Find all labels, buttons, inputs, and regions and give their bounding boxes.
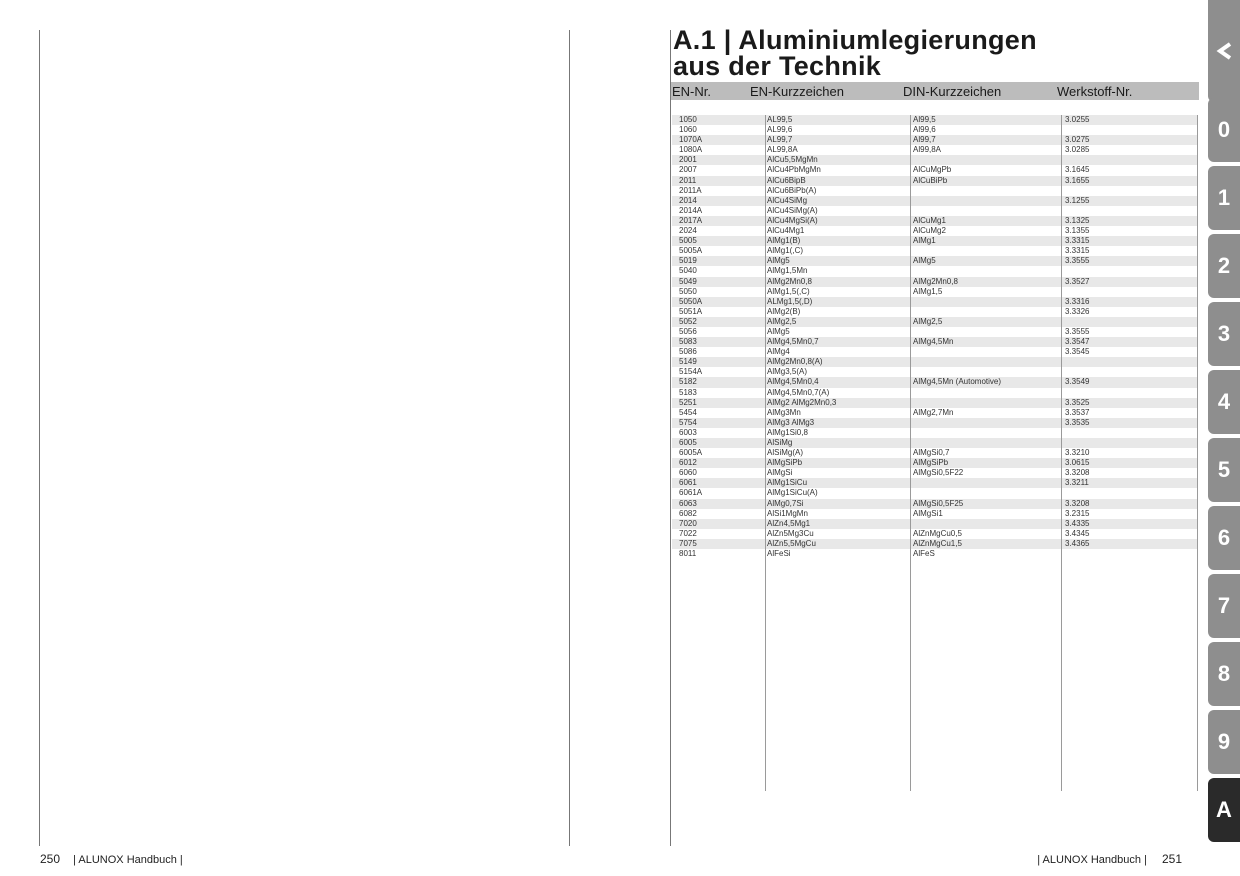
werkstoff-nr-cell: 3.1355	[1065, 226, 1090, 236]
en-kurzzeichen-cell: AlCu6BiPb(A)	[767, 185, 817, 195]
din-kurzzeichen-cell: AlZnMgCu0,5	[913, 528, 962, 538]
en-kurzzeichen-cell: AlMg3Mn	[767, 407, 801, 417]
en-nr-cell: 2014A	[679, 205, 703, 215]
en-kurzzeichen-cell: AlFeSi	[767, 549, 791, 559]
en-nr-cell: 2007	[679, 165, 697, 175]
chapter-tab-0[interactable]: 0	[1208, 98, 1240, 162]
en-nr-cell: 6061	[679, 478, 697, 488]
en-kurzzeichen-cell: AlMg2Mn0,8	[767, 276, 812, 286]
alunox-logo-icon	[1212, 39, 1236, 63]
en-kurzzeichen-cell: AL99,8A	[767, 145, 798, 155]
table-row	[672, 398, 1198, 408]
en-nr-cell: 5040	[679, 266, 697, 276]
en-kurzzeichen-cell: AlCu4Mg1	[767, 226, 805, 236]
din-kurzzeichen-cell: Al99,8A	[913, 145, 942, 155]
column-header-en-nr: EN-Nr.	[672, 84, 711, 99]
en-kurzzeichen-cell: AlSi1MgMn	[767, 508, 808, 518]
en-nr-cell: 5154A	[679, 367, 703, 377]
din-kurzzeichen-cell: Al99,7	[913, 135, 936, 145]
en-kurzzeichen-cell: AlMgSiPb	[767, 458, 803, 468]
table-row	[672, 317, 1198, 327]
en-kurzzeichen-cell: AlMg1(,C)	[767, 246, 804, 256]
en-nr-cell: 5056	[679, 326, 697, 336]
werkstoff-nr-cell: 3.3208	[1065, 468, 1090, 478]
werkstoff-nr-cell: 3.4335	[1065, 518, 1090, 528]
en-nr-cell: 1080A	[679, 145, 703, 155]
werkstoff-nr-cell: 3.1255	[1065, 195, 1090, 205]
werkstoff-nr-cell: 3.3537	[1065, 407, 1090, 417]
werkstoff-nr-cell: 3.3535	[1065, 417, 1090, 427]
en-kurzzeichen-cell: AlCu5,5MgMn	[767, 155, 818, 165]
table-row	[672, 448, 1198, 458]
table-row	[672, 125, 1198, 135]
en-nr-cell: 6061A	[679, 488, 703, 498]
table-row	[672, 155, 1198, 165]
right-footer-text: | ALUNOX Handbuch |	[1037, 854, 1147, 866]
left-page-gutter-line	[569, 30, 570, 846]
table-row	[672, 428, 1198, 438]
column-separator	[1061, 115, 1062, 791]
column-separator	[765, 115, 766, 791]
table-row	[672, 145, 1198, 155]
en-kurzzeichen-cell: AlMg2 AlMg2Mn0,3	[767, 397, 837, 407]
table-row	[672, 135, 1198, 145]
din-kurzzeichen-cell: AlFeS	[913, 549, 935, 559]
table-row	[672, 418, 1198, 428]
column-header-werkstoff-nr: Werkstoff-Nr.	[1057, 84, 1133, 99]
en-kurzzeichen-cell: AlMg2,5	[767, 316, 797, 326]
en-kurzzeichen-cell: AlMg1,5(,C)	[767, 286, 810, 296]
werkstoff-nr-cell: 3.3211	[1065, 478, 1089, 488]
table-row	[672, 347, 1198, 357]
en-kurzzeichen-cell: AL99,6	[767, 125, 793, 135]
en-nr-cell: 5183	[679, 387, 697, 397]
en-kurzzeichen-cell: AlCu6BipB	[767, 175, 806, 185]
en-nr-cell: 5050	[679, 286, 697, 296]
din-kurzzeichen-cell: AlMgSiPb	[913, 458, 949, 468]
en-kurzzeichen-cell: AlSiMg	[767, 438, 793, 447]
title-line-2: aus der Technik	[673, 51, 882, 81]
en-nr-cell: 5019	[679, 256, 697, 266]
en-kurzzeichen-cell: AlMgSi	[767, 468, 793, 478]
en-kurzzeichen-cell: AlMg4,5Mn0,7	[767, 337, 819, 347]
en-nr-cell: 5454	[679, 407, 697, 417]
chapter-tab-5[interactable]: 5	[1208, 438, 1240, 502]
werkstoff-nr-cell: 3.0615	[1065, 458, 1090, 468]
en-nr-cell: 1060	[679, 125, 697, 135]
en-kurzzeichen-cell: AlMg0,7Si	[767, 498, 804, 508]
werkstoff-nr-cell: 3.3316	[1065, 296, 1090, 306]
werkstoff-nr-cell: 3.1325	[1065, 215, 1090, 225]
din-kurzzeichen-cell: AlMg5	[913, 256, 936, 266]
werkstoff-nr-cell: 3.4345	[1065, 528, 1090, 538]
en-kurzzeichen-cell: AlMg1(B)	[767, 236, 801, 246]
werkstoff-nr-cell: 3.3326	[1065, 306, 1090, 316]
page-title	[673, 27, 1037, 79]
en-kurzzeichen-cell: AL99,5	[767, 115, 793, 124]
werkstoff-nr-cell: 3.2315	[1065, 508, 1090, 518]
werkstoff-nr-cell: 3.3549	[1065, 377, 1090, 387]
en-nr-cell: 8011	[679, 549, 697, 559]
table-row	[672, 367, 1198, 377]
left-page-footer	[40, 852, 183, 866]
en-nr-cell: 6063	[679, 498, 697, 508]
werkstoff-nr-cell: 3.1655	[1065, 175, 1090, 185]
table-row	[672, 468, 1198, 478]
en-nr-cell: 1050	[679, 115, 697, 124]
chapter-tab-3[interactable]: 3	[1208, 302, 1240, 366]
din-kurzzeichen-cell: AlMg2,5	[913, 316, 943, 326]
en-nr-cell: 2011A	[679, 185, 702, 195]
en-nr-cell: 5051A	[679, 306, 703, 316]
en-nr-cell: 5052	[679, 316, 697, 326]
table-row	[672, 277, 1198, 287]
en-nr-cell: 5005	[679, 236, 697, 246]
table-row	[672, 327, 1198, 337]
din-kurzzeichen-cell: AlMgSi0,5F25	[913, 498, 964, 508]
en-nr-cell: 5049	[679, 276, 697, 286]
table-row	[672, 408, 1198, 418]
chapter-tab-8[interactable]: 8	[1208, 642, 1240, 706]
en-nr-cell: 2024	[679, 226, 697, 236]
table-row	[672, 357, 1198, 367]
en-nr-cell: 6012	[679, 458, 697, 468]
alunox-logo	[1208, 0, 1240, 102]
column-header-en-kurzzeichen: EN-Kurzzeichen	[750, 84, 844, 99]
table-row	[672, 236, 1198, 246]
table-row	[672, 297, 1198, 307]
werkstoff-nr-cell: 3.3525	[1065, 397, 1090, 407]
chapter-tab-7[interactable]: 7	[1208, 574, 1240, 638]
table-row	[672, 509, 1198, 519]
en-kurzzeichen-cell: AlMg1,5Mn	[767, 266, 808, 276]
en-kurzzeichen-cell: AlMg2(B)	[767, 306, 801, 316]
din-kurzzeichen-cell: AlMgSi1	[913, 508, 943, 518]
table-row	[672, 539, 1198, 549]
table-row	[672, 186, 1198, 196]
werkstoff-nr-cell: 3.0275	[1065, 135, 1090, 145]
en-nr-cell: 5086	[679, 347, 697, 357]
column-separator	[1197, 115, 1198, 791]
left-footer-text: | ALUNOX Handbuch |	[73, 854, 183, 866]
table-row	[672, 216, 1198, 226]
werkstoff-nr-cell: 3.3547	[1065, 337, 1090, 347]
left-page-number: 250	[40, 852, 61, 866]
werkstoff-nr-cell: 3.3545	[1065, 347, 1090, 357]
table-row	[672, 488, 1198, 498]
din-kurzzeichen-cell: AlCuMg2	[913, 226, 946, 236]
din-kurzzeichen-cell: AlCuBiPb	[913, 175, 948, 185]
table-row	[672, 499, 1198, 509]
chapter-tab-4[interactable]: 4	[1208, 370, 1240, 434]
chapter-tab-1[interactable]: 1	[1208, 166, 1240, 230]
en-nr-cell: 7022	[679, 528, 697, 538]
en-kurzzeichen-cell: AlZn4,5Mg1	[767, 518, 811, 528]
werkstoff-nr-cell: 3.3315	[1065, 246, 1090, 256]
en-kurzzeichen-cell: AlMg5	[767, 256, 790, 266]
werkstoff-nr-cell: 3.3210	[1065, 448, 1090, 458]
en-kurzzeichen-cell: AlZn5Mg3Cu	[767, 528, 814, 538]
right-page-gutter-line	[670, 30, 671, 846]
werkstoff-nr-cell: 3.3555	[1065, 256, 1090, 266]
table-row	[672, 478, 1198, 488]
en-kurzzeichen-cell: AlMg3 AlMg3	[767, 417, 815, 427]
en-kurzzeichen-cell: AlMg2Mn0,8(A)	[767, 357, 823, 367]
en-nr-cell: 2001	[679, 155, 697, 165]
din-kurzzeichen-cell: AlCuMgPb	[913, 165, 952, 175]
table-row	[672, 529, 1198, 539]
din-kurzzeichen-cell: Al99,5	[913, 115, 936, 124]
werkstoff-nr-cell: 3.3555	[1065, 326, 1090, 336]
en-kurzzeichen-cell: AlCu4SiMg	[767, 195, 808, 205]
table-row	[672, 337, 1198, 347]
din-kurzzeichen-cell: Al99,6	[913, 125, 936, 135]
en-nr-cell: 6082	[679, 508, 697, 518]
en-nr-cell: 5050A	[679, 296, 703, 306]
table-row	[672, 549, 1198, 559]
en-nr-cell: 7020	[679, 518, 697, 528]
werkstoff-nr-cell: 3.3315	[1065, 236, 1090, 246]
table-row	[672, 458, 1198, 468]
en-kurzzeichen-cell: AlZn5,5MgCu	[767, 538, 816, 548]
chapter-tab-a[interactable]: A	[1208, 778, 1240, 842]
right-page-number: 251	[1161, 852, 1182, 866]
column-header-din-kurzzeichen: DIN-Kurzzeichen	[903, 84, 1002, 99]
en-kurzzeichen-cell: AlMg4,5Mn0,4	[767, 377, 819, 387]
table-row	[672, 206, 1198, 216]
chapter-tab-6[interactable]: 6	[1208, 506, 1240, 570]
din-kurzzeichen-cell: AlMg2Mn0,8	[913, 276, 958, 286]
left-page-margin-line	[39, 30, 40, 846]
werkstoff-nr-cell: 3.3527	[1065, 276, 1090, 286]
table-row	[672, 256, 1198, 266]
en-nr-cell: 2014	[679, 195, 697, 205]
table-row	[672, 388, 1198, 398]
werkstoff-nr-cell: 3.4365	[1065, 538, 1090, 548]
en-nr-cell: 6005A	[679, 448, 703, 458]
en-nr-cell: 5251	[679, 397, 697, 407]
en-nr-cell: 6005	[679, 438, 697, 447]
en-nr-cell: 5005A	[679, 246, 703, 256]
chapter-tab-2[interactable]: 2	[1208, 234, 1240, 298]
din-kurzzeichen-cell: AlMg1,5	[913, 286, 943, 296]
table-row	[672, 519, 1198, 529]
en-kurzzeichen-cell: AL99,7	[767, 135, 793, 145]
table-row	[672, 226, 1198, 236]
en-kurzzeichen-cell: AlMg1Si0,8	[767, 427, 808, 437]
en-nr-cell: 5149	[679, 357, 697, 367]
table-row	[672, 165, 1198, 175]
en-nr-cell: 6060	[679, 468, 697, 478]
table-row	[672, 377, 1198, 387]
en-kurzzeichen-cell: ALMg1,5(,D)	[767, 296, 813, 306]
en-nr-cell: 5754	[679, 417, 697, 427]
en-kurzzeichen-cell: AlMg5	[767, 326, 790, 336]
chapter-tab-9[interactable]: 9	[1208, 710, 1240, 774]
table-row	[672, 287, 1198, 297]
en-nr-cell: 5083	[679, 337, 697, 347]
en-kurzzeichen-cell: AlMg1SiCu(A)	[767, 488, 818, 498]
en-nr-cell: 5182	[679, 377, 697, 387]
din-kurzzeichen-cell: AlMg4,5Mn	[913, 337, 954, 347]
column-separator	[910, 115, 911, 791]
din-kurzzeichen-cell: AlCuMg1	[913, 215, 946, 225]
en-nr-cell: 2011	[679, 175, 697, 185]
din-kurzzeichen-cell: AlMg1	[913, 236, 936, 246]
en-kurzzeichen-cell: AlCu4SiMg(A)	[767, 205, 818, 215]
din-kurzzeichen-cell: AlMg2,7Mn	[913, 407, 954, 417]
en-nr-cell: 6003	[679, 427, 697, 437]
en-kurzzeichen-cell: AlMg3,5(A)	[767, 367, 808, 377]
alloy-table	[672, 115, 1198, 559]
table-row	[672, 196, 1198, 206]
werkstoff-nr-cell: 3.1645	[1065, 165, 1090, 175]
table-row	[672, 438, 1198, 448]
din-kurzzeichen-cell: AlMg4,5Mn (Automotive)	[913, 377, 1002, 387]
werkstoff-nr-cell: 3.0255	[1065, 115, 1090, 124]
din-kurzzeichen-cell: AlMgSi0,7	[913, 448, 950, 458]
en-kurzzeichen-cell: AlMg4,5Mn0,7(A)	[767, 387, 830, 397]
table-row	[672, 176, 1198, 186]
en-nr-cell: 2017A	[679, 215, 703, 225]
en-kurzzeichen-cell: AlCu4MgSi(A)	[767, 215, 818, 225]
din-kurzzeichen-cell: AlMgSi0,5F22	[913, 468, 964, 478]
title-line-1: A.1 | Aluminiumlegierungen	[673, 25, 1037, 55]
en-nr-cell: 1070A	[679, 135, 703, 145]
en-kurzzeichen-cell: AlCu4PbMgMn	[767, 165, 821, 175]
din-kurzzeichen-cell: AlZnMgCu1,5	[913, 538, 962, 548]
en-nr-cell: 7075	[679, 538, 697, 548]
werkstoff-nr-cell: 3.0285	[1065, 145, 1090, 155]
table-row	[672, 307, 1198, 317]
table-row	[672, 246, 1198, 256]
table-row	[672, 115, 1198, 125]
right-page-footer	[1037, 852, 1182, 866]
table-row	[672, 266, 1198, 276]
en-kurzzeichen-cell: AlMg1SiCu	[767, 478, 808, 488]
en-kurzzeichen-cell: AlSiMg(A)	[767, 448, 804, 458]
werkstoff-nr-cell: 3.3208	[1065, 498, 1090, 508]
en-kurzzeichen-cell: AlMg4	[767, 347, 790, 357]
